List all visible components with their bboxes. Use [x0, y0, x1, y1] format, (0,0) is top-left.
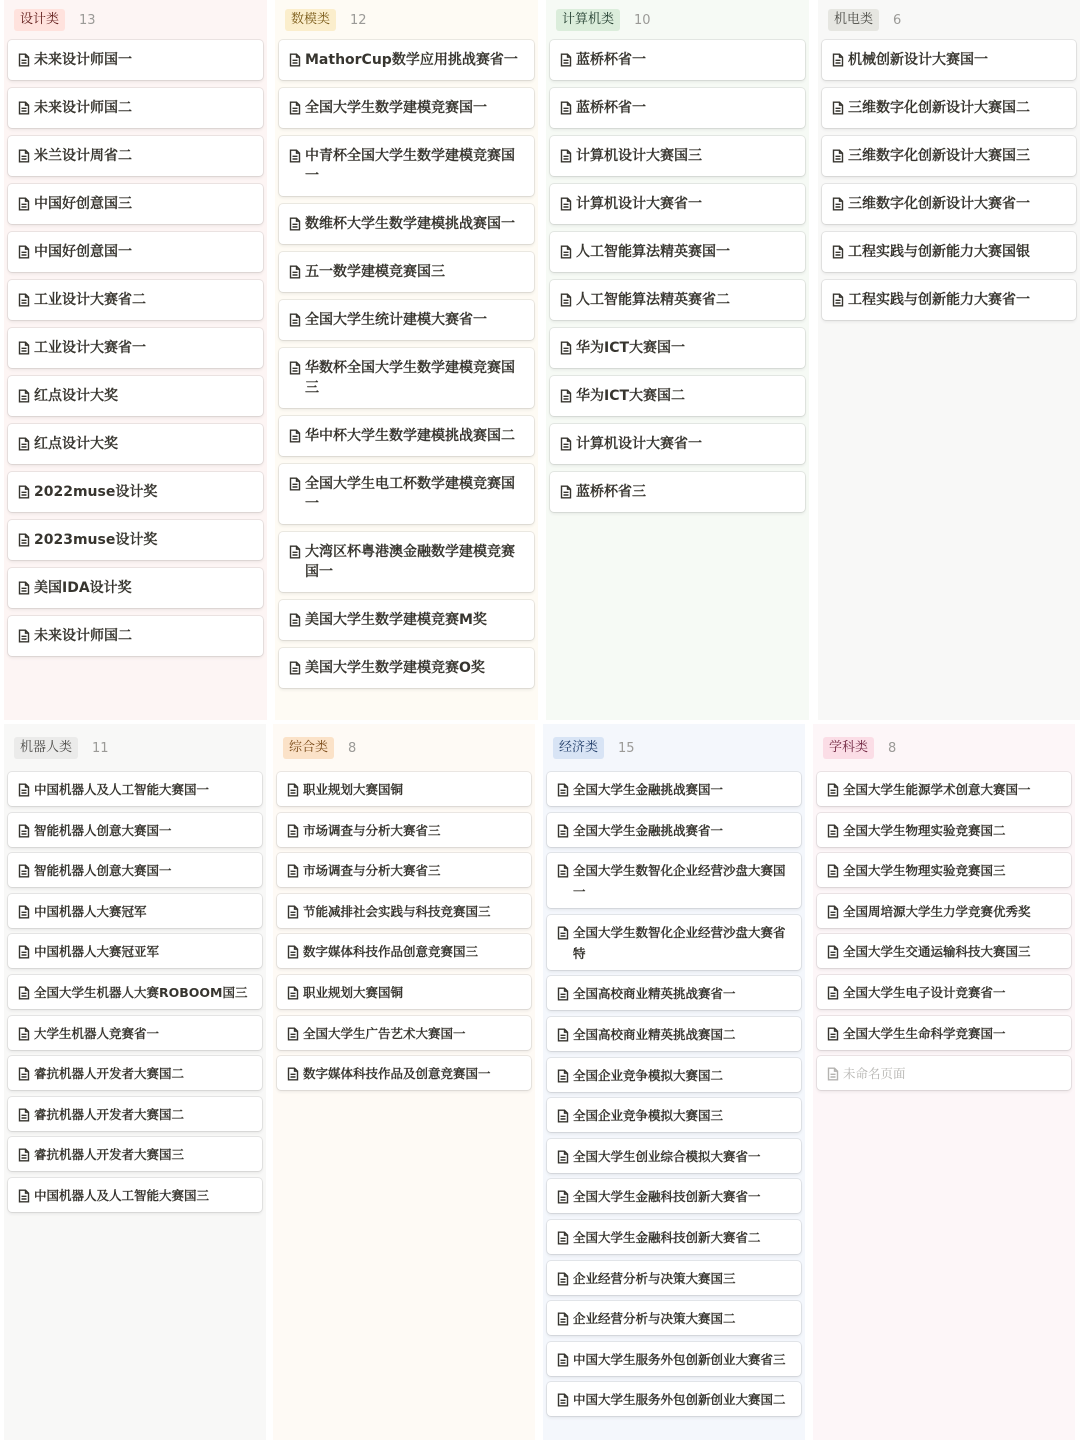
page-icon — [18, 1027, 30, 1041]
page-icon — [557, 1150, 569, 1164]
page-icon — [832, 101, 844, 115]
group-tag[interactable]: 数模类 — [285, 9, 336, 31]
card-title: 美国大学生数学建模竞赛M奖 — [305, 612, 487, 628]
page-icon — [18, 245, 30, 259]
page-card[interactable] — [8, 280, 263, 320]
page-card[interactable] — [550, 424, 805, 464]
card-title: 市场调查与分析大赛省三 — [303, 863, 441, 879]
card-title: 华数杯全国大学生数学建模竞赛国三 — [305, 360, 515, 396]
card-title: 中国机器人大赛冠军 — [34, 903, 147, 919]
page-icon — [18, 101, 30, 115]
page-icon — [289, 613, 301, 627]
card-title: 中青杯全国大学生数学建模竞赛国一 — [305, 148, 515, 184]
column-header — [279, 0, 534, 40]
page-icon — [289, 361, 301, 375]
page-icon — [827, 1027, 839, 1041]
card-title: 企业经营分析与决策大赛国二 — [573, 1311, 736, 1327]
page-card[interactable] — [550, 472, 805, 512]
page-icon — [287, 905, 299, 919]
page-card[interactable] — [279, 532, 534, 592]
card-title: 中国机器人及人工智能大赛国一 — [34, 782, 210, 797]
page-card[interactable] — [547, 1301, 801, 1335]
page-icon — [287, 824, 299, 838]
card-title: 未来设计师国二 — [34, 628, 132, 644]
page-icon — [557, 783, 569, 797]
page-icon — [827, 905, 839, 919]
page-icon — [560, 485, 572, 499]
group-count: 6 — [893, 12, 902, 28]
page-icon — [557, 824, 569, 838]
page-icon — [560, 437, 572, 451]
page-icon — [557, 1231, 569, 1245]
page-card[interactable] — [277, 1056, 531, 1090]
page-card[interactable] — [8, 424, 263, 464]
page-card[interactable] — [822, 136, 1076, 176]
page-card[interactable] — [550, 88, 805, 128]
page-card[interactable] — [550, 328, 805, 368]
page-card[interactable] — [8, 975, 262, 1009]
card-title: 全国大学生物理实验竞赛国三 — [843, 863, 1006, 879]
card-title: 全国周培源大学生力学竞赛优秀奖 — [843, 903, 1031, 919]
card-title: 美国大学生数学建模竞赛O奖 — [305, 660, 485, 676]
page-card[interactable] — [547, 1220, 801, 1254]
page-card[interactable] — [279, 88, 534, 128]
page-icon — [557, 1272, 569, 1286]
page-icon — [827, 986, 839, 1000]
page-icon — [827, 945, 839, 959]
group-tag[interactable]: 计算机类 — [556, 9, 620, 31]
card-title: 五一数学建模竞赛国三 — [305, 264, 445, 280]
card-title: 中国大学生服务外包创新创业大赛国二 — [573, 1392, 786, 1408]
card-title: 全国大学生金融挑战赛省一 — [573, 822, 724, 838]
page-icon — [18, 864, 30, 878]
page-icon — [18, 533, 30, 547]
card-title: 红点设计大奖 — [34, 388, 118, 404]
card-title: 企业经营分析与决策大赛国三 — [573, 1270, 736, 1286]
card-title: 机械创新设计大赛国一 — [848, 52, 988, 68]
page-card[interactable] — [279, 136, 534, 196]
page-icon — [18, 1108, 30, 1122]
page-icon — [832, 245, 844, 259]
page-card[interactable] — [817, 853, 1071, 887]
page-icon — [560, 53, 572, 67]
page-icon — [287, 945, 299, 959]
card-title: 中国机器人及人工智能大赛国三 — [34, 1187, 210, 1203]
page-icon — [557, 926, 569, 940]
page-icon — [557, 1353, 569, 1367]
card-title: 全国高校商业精英挑战赛国二 — [573, 1026, 736, 1042]
page-card[interactable] — [277, 934, 531, 968]
page-card[interactable] — [8, 1097, 262, 1131]
page-icon — [827, 824, 839, 838]
page-icon — [832, 197, 844, 211]
card-title: 人工智能算法精英赛省二 — [576, 292, 730, 308]
page-card[interactable] — [8, 184, 263, 224]
card-title: 三维数字化创新设计大赛国二 — [848, 100, 1030, 116]
page-icon — [287, 1027, 299, 1041]
page-card[interactable] — [8, 232, 263, 272]
card-title: 全国大学生创业综合模拟大赛省一 — [573, 1148, 761, 1164]
page-icon — [557, 1393, 569, 1407]
page-card[interactable] — [547, 1342, 801, 1376]
group-count: 15 — [618, 740, 635, 756]
page-icon — [18, 53, 30, 67]
column-header — [8, 0, 263, 40]
card-title: 中国好创意国三 — [34, 196, 132, 212]
group-count: 8 — [888, 740, 897, 756]
page-card[interactable] — [547, 1098, 801, 1132]
page-card[interactable] — [277, 813, 531, 847]
page-card[interactable] — [547, 813, 801, 847]
card-title: 蓝桥杯省一 — [576, 52, 646, 68]
page-card[interactable] — [822, 88, 1076, 128]
card-title: 全国大学生金融挑战赛国一 — [573, 782, 724, 797]
page-icon — [557, 1190, 569, 1204]
page-icon — [18, 629, 30, 643]
page-icon — [18, 197, 30, 211]
card-title: 工程实践与创新能力大赛省一 — [848, 292, 1030, 308]
group-count: 12 — [350, 12, 367, 28]
column-math-modeling — [275, 0, 538, 720]
card-title: 计算机设计大赛省一 — [576, 196, 702, 212]
page-card[interactable] — [277, 975, 531, 1009]
page-icon — [560, 101, 572, 115]
page-card[interactable] — [8, 813, 262, 847]
card-title: 人工智能算法精英赛国一 — [576, 244, 730, 260]
page-card[interactable] — [8, 520, 263, 560]
card-title: 美国IDA设计奖 — [34, 580, 132, 596]
card-title: 睿抗机器人开发者大赛国二 — [34, 1106, 185, 1122]
page-card[interactable] — [547, 1058, 801, 1092]
group-tag[interactable]: 设计类 — [14, 9, 65, 31]
page-card[interactable] — [8, 772, 262, 806]
page-icon — [557, 1312, 569, 1326]
page-icon — [560, 293, 572, 307]
card-title: 职业规划大赛国铜 — [303, 782, 404, 797]
column-robotics — [4, 724, 266, 1440]
card-title: 智能机器人创意大赛国一 — [34, 863, 172, 879]
page-icon — [557, 1109, 569, 1123]
card-title: 职业规划大赛国铜 — [303, 984, 404, 1000]
page-icon — [18, 905, 30, 919]
page-card[interactable] — [547, 772, 801, 806]
column-computer — [546, 0, 809, 720]
card-title: 全国大学生机器人大赛ROBOOM国三 — [34, 984, 248, 1000]
card-title: 全国大学生交通运输科技大赛国三 — [843, 944, 1031, 960]
column-header — [277, 724, 531, 772]
page-card[interactable] — [277, 853, 531, 887]
page-card[interactable] — [8, 934, 262, 968]
page-icon — [289, 661, 301, 675]
page-card[interactable] — [822, 232, 1076, 272]
card-title: 蓝桥杯省一 — [576, 100, 646, 116]
card-title: 2022muse设计奖 — [34, 484, 158, 500]
page-card[interactable] — [8, 328, 263, 368]
page-icon — [557, 864, 569, 878]
column-design — [4, 0, 267, 720]
card-title: 大学生机器人竞赛省一 — [34, 1025, 160, 1041]
page-icon — [289, 429, 301, 443]
page-icon — [289, 149, 301, 163]
page-icon — [18, 1067, 30, 1081]
page-card[interactable] — [277, 772, 531, 806]
page-icon — [560, 149, 572, 163]
card-title: 数字媒体科技作品及创意竞赛国一 — [303, 1066, 491, 1082]
column-header — [547, 724, 801, 772]
card-title: 全国大学生电工杯数学建模竞赛国一 — [305, 476, 515, 512]
page-icon — [287, 783, 299, 797]
card-title: 三维数字化创新设计大赛国三 — [848, 148, 1030, 164]
page-card[interactable] — [817, 813, 1071, 847]
page-icon — [18, 341, 30, 355]
group-count: 11 — [92, 740, 109, 756]
card-title: 中国机器人大赛冠亚军 — [34, 944, 160, 960]
page-icon — [560, 245, 572, 259]
page-card[interactable] — [279, 600, 534, 640]
page-card[interactable] — [547, 1139, 801, 1173]
page-icon — [557, 1069, 569, 1083]
card-title: 三维数字化创新设计大赛省一 — [848, 196, 1030, 212]
column-header — [817, 724, 1071, 772]
page-icon — [18, 389, 30, 403]
group-count: 8 — [348, 740, 357, 756]
page-card[interactable] — [822, 40, 1076, 80]
column-economics — [543, 724, 805, 1440]
page-card[interactable] — [277, 894, 531, 928]
page-card[interactable] — [817, 894, 1071, 928]
card-title: 华中杯大学生数学建模挑战赛国二 — [305, 428, 515, 444]
card-title: 市场调查与分析大赛省三 — [303, 822, 441, 838]
card-title: 全国大学生金融科技创新大赛省一 — [573, 1189, 761, 1205]
card-title: 中国好创意国一 — [34, 244, 132, 260]
page-card[interactable] — [547, 853, 801, 908]
page-card[interactable] — [279, 348, 534, 408]
card-title: 未来设计师国二 — [34, 100, 132, 116]
page-card[interactable] — [547, 1017, 801, 1051]
page-icon — [560, 197, 572, 211]
page-card[interactable] — [822, 280, 1076, 320]
card-title: 全国大学生金融科技创新大赛省二 — [573, 1229, 761, 1245]
card-title: 工业设计大赛省一 — [34, 340, 146, 356]
page-card[interactable] — [822, 184, 1076, 224]
group-tag[interactable]: 经济类 — [553, 737, 604, 759]
page-card[interactable] — [550, 40, 805, 80]
page-card[interactable] — [279, 40, 534, 80]
page-card[interactable] — [817, 1016, 1071, 1050]
page-icon — [827, 864, 839, 878]
card-title: 全国大学生数智化企业经营沙盘大赛省特 — [573, 924, 786, 961]
page-card[interactable] — [547, 915, 801, 970]
card-title: 睿抗机器人开发者大赛国三 — [34, 1147, 185, 1163]
page-icon — [832, 293, 844, 307]
page-card[interactable] — [279, 300, 534, 340]
card-title: 数维杯大学生数学建模挑战赛国一 — [305, 216, 515, 232]
card-title: 米兰设计周省二 — [34, 148, 132, 164]
page-icon — [18, 1148, 30, 1162]
page-card[interactable] — [279, 648, 534, 688]
card-title: 全国大学生电子设计竞赛省一 — [843, 984, 1006, 1000]
card-title: 全国大学生数智化企业经营沙盘大赛国一 — [573, 863, 786, 900]
page-card[interactable] — [550, 376, 805, 416]
page-icon — [287, 986, 299, 1000]
page-card[interactable] — [550, 184, 805, 224]
page-icon — [18, 824, 30, 838]
card-title: 未命名页面 — [843, 1066, 906, 1082]
column-comprehensive — [273, 724, 535, 1440]
card-title: 计算机设计大赛省一 — [576, 436, 702, 452]
card-title: 全国大学生广告艺术大赛国一 — [303, 1025, 466, 1041]
card-title: 全国企业竞争模拟大赛国三 — [573, 1108, 724, 1124]
column-header — [8, 724, 262, 772]
page-card[interactable] — [8, 853, 262, 887]
card-title: 睿抗机器人开发者大赛国二 — [34, 1066, 185, 1082]
card-title: 蓝桥杯省三 — [576, 484, 646, 500]
group-count: 10 — [634, 12, 651, 28]
card-title: 全国企业竞争模拟大赛国二 — [573, 1067, 724, 1083]
page-icon — [560, 389, 572, 403]
page-icon — [289, 265, 301, 279]
page-icon — [832, 149, 844, 163]
page-icon — [289, 313, 301, 327]
page-icon — [18, 485, 30, 499]
card-title: 红点设计大奖 — [34, 436, 118, 452]
page-icon — [289, 217, 301, 231]
card-title: 未来设计师国一 — [34, 52, 132, 68]
card-title: 全国大学生能源学术创意大赛国一 — [843, 782, 1031, 797]
group-count: 13 — [79, 12, 96, 28]
column-header — [822, 0, 1076, 40]
card-title: 全国高校商业精英挑战赛省一 — [573, 986, 736, 1002]
page-card[interactable] — [547, 1382, 801, 1416]
card-title: 中国大学生服务外包创新创业大赛省三 — [573, 1351, 786, 1367]
card-title: 2023muse设计奖 — [34, 532, 158, 548]
column-header — [550, 0, 805, 40]
page-icon — [18, 986, 30, 1000]
page-card[interactable] — [817, 934, 1071, 968]
page-icon — [827, 783, 839, 797]
untitled-page-card[interactable] — [817, 1056, 1071, 1090]
card-title: 工程实践与创新能力大赛国银 — [848, 244, 1030, 260]
page-card[interactable] — [8, 472, 263, 512]
page-card[interactable] — [8, 376, 263, 416]
column-academic — [813, 724, 1075, 1440]
card-title: 华为ICT大赛国一 — [576, 340, 686, 356]
card-title: 全国大学生统计建模大赛省一 — [305, 312, 487, 328]
card-title: 华为ICT大赛国二 — [576, 388, 686, 404]
page-icon — [18, 1189, 30, 1203]
page-card[interactable] — [547, 1179, 801, 1213]
page-card[interactable] — [279, 204, 534, 244]
page-icon — [557, 987, 569, 1001]
page-card[interactable] — [8, 1178, 262, 1212]
page-icon — [827, 1067, 839, 1081]
card-title: 数字媒体科技作品创意竞赛国三 — [303, 944, 479, 960]
page-card[interactable] — [8, 40, 263, 80]
card-title: 计算机设计大赛国三 — [576, 148, 702, 164]
page-icon — [18, 581, 30, 595]
page-card[interactable] — [547, 1261, 801, 1295]
card-title: 节能减排社会实践与科技竞赛国三 — [303, 903, 491, 919]
card-title: 全国大学生数学建模竞赛国一 — [305, 100, 487, 116]
page-icon — [560, 341, 572, 355]
card-title: MathorCup数学应用挑战赛省一 — [305, 52, 518, 68]
page-icon — [18, 293, 30, 307]
page-card[interactable] — [8, 616, 263, 656]
page-icon — [18, 783, 30, 797]
page-card[interactable] — [550, 232, 805, 272]
page-icon — [557, 1028, 569, 1042]
page-card[interactable] — [8, 136, 263, 176]
page-icon — [289, 53, 301, 67]
page-icon — [289, 101, 301, 115]
page-icon — [289, 545, 301, 559]
group-tag[interactable]: 机电类 — [828, 9, 879, 31]
page-icon — [18, 945, 30, 959]
column-mechatronics — [818, 0, 1080, 720]
page-icon — [287, 1067, 299, 1081]
card-title: 大湾区杯粤港澳金融数学建模竞赛国一 — [305, 544, 515, 580]
card-title: 工业设计大赛省二 — [34, 292, 146, 308]
card-title: 智能机器人创意大赛国一 — [34, 822, 172, 838]
page-card[interactable] — [817, 772, 1071, 806]
group-tag[interactable]: 机器人类 — [14, 737, 78, 759]
page-icon — [18, 149, 30, 163]
page-icon — [832, 53, 844, 67]
page-card[interactable] — [547, 976, 801, 1010]
page-icon — [289, 477, 301, 491]
page-card[interactable] — [8, 568, 263, 608]
page-card[interactable] — [277, 1016, 531, 1050]
page-card[interactable] — [817, 975, 1071, 1009]
page-card[interactable] — [550, 280, 805, 320]
group-tag[interactable]: 学科类 — [823, 737, 874, 759]
card-title: 全国大学生生命科学竞赛国一 — [843, 1025, 1006, 1041]
page-card[interactable] — [550, 136, 805, 176]
page-icon — [18, 437, 30, 451]
page-card[interactable] — [279, 416, 534, 456]
page-card[interactable] — [8, 894, 262, 928]
card-title: 全国大学生物理实验竞赛国二 — [843, 822, 1006, 838]
page-card[interactable] — [279, 252, 534, 292]
page-card[interactable] — [279, 464, 534, 524]
page-card[interactable] — [8, 88, 263, 128]
page-card[interactable] — [8, 1016, 262, 1050]
page-card[interactable] — [8, 1137, 262, 1171]
group-tag[interactable]: 综合类 — [283, 737, 334, 759]
page-icon — [287, 864, 299, 878]
page-card[interactable] — [8, 1056, 262, 1090]
